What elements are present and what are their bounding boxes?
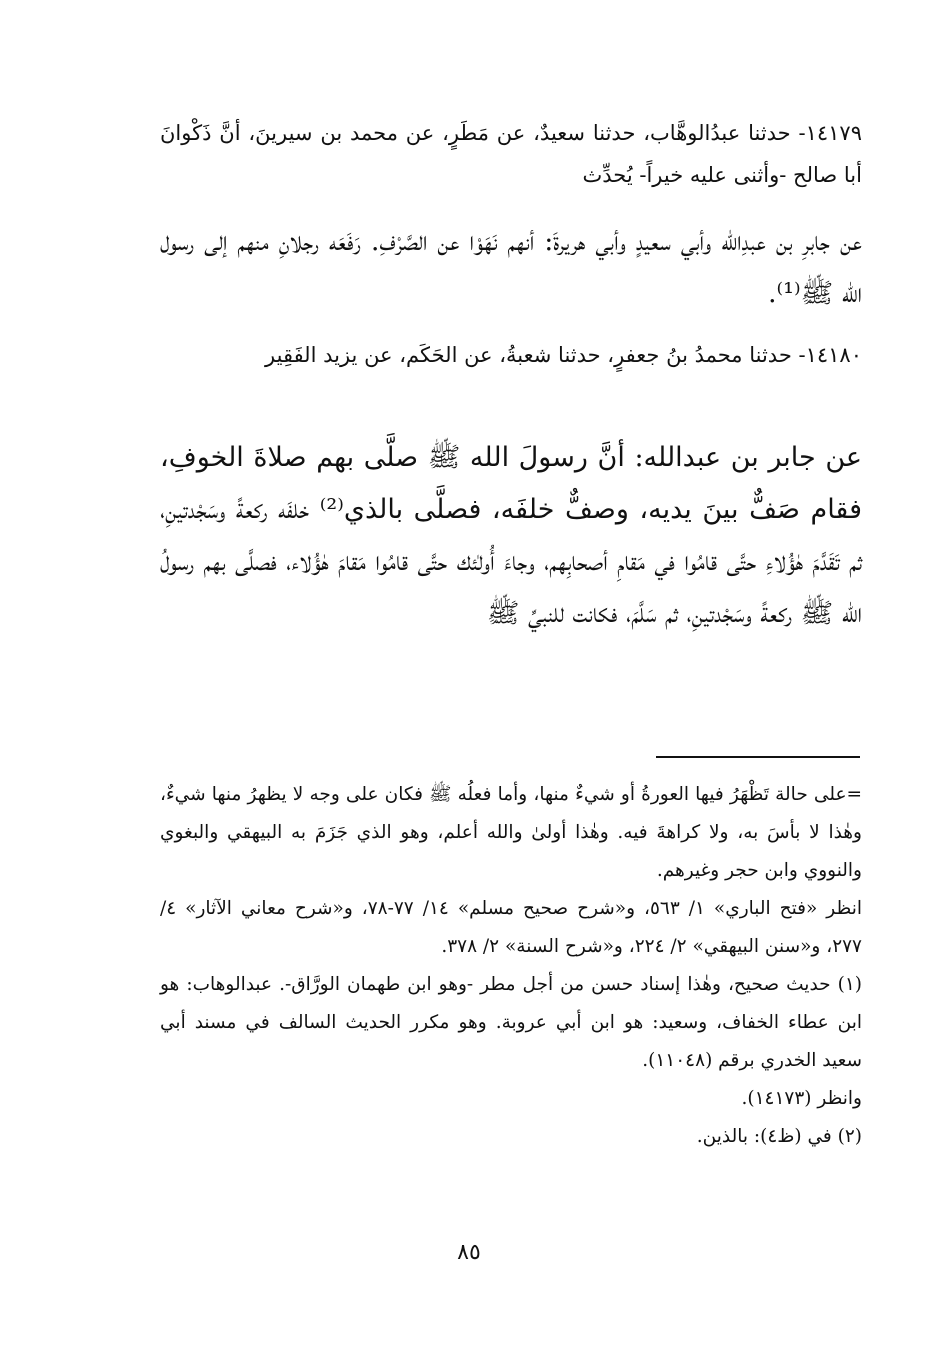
hadith-14179-matn <box>160 216 862 320</box>
matn-paragraph: عن جابرِ بن عبدِالله وأبي سعيدٍ وأبي هريرةَ: أنهم نَهَوْا عن الصَّرْفِ. رَفَعَه رجلانِ منهم إلى رسول الله ﷺ⁽¹⁾. <box>160 226 862 309</box>
footnote-references: انظر «فتح الباري» ١/ ٥٦٣، و«شرح صحيح مسلم» ١٤/ ٧٧-٧٨، و«شرح معاني الآثار» ٤/ ٢٧٧، و«سنن البيهقي» ٢/ ٢٢٤، و«شرح السنة» ٢/ ٣٧٨. <box>160 898 862 957</box>
sanad-paragraph: ١٤١٨٠- حدثنا محمدُ بنُ جعفرٍ، حدثنا شعبةُ، عن الحَكَم، عن يزيد الفَقِير <box>265 343 862 367</box>
matn-paragraph: عن جابر بن عبدالله: أنَّ رسولَ الله ﷺ صلَّى بهم صلاةَ الخوفِ، فقام صَفٌّ بينَ يديه، وصفٌّ خلفَه، فصلَّى بالذي⁽²⁾ خلفَه ركعةً وسَجْدتينِ، ثم تَقَدَّمَ هٰؤُلاءِ حتَّى قامُوا في مَقامِ أصحابِهم، وجاءَ أُولٰئك حتَّى قامُوا مَقامَ هٰؤُلاء، فصلَّى بهم رسولُ الله ﷺ ركعةً وسَجْدتينِ، ثم سَلَّمَ، فكانت للنبيِّ ﷺ <box>160 442 862 629</box>
footnotes-section <box>160 776 862 1156</box>
footnote-continuation: =على حالة تَظْهَرُ فيها العورةُ أو شيءٌ منها، وأما فعلُه ﷺ فكان على وجه لا يظهرُ منها شيءٌ، وهٰذا لا بأسَ به، ولا كراهةَ فيه. وهٰذا أولىٰ والله أعلم، وهو الذي جَزَمَ به البيهقي والبغوي والنووي وابن حجر وغيرهم. <box>160 784 862 881</box>
footnote-1-see-also: وانظر (١٤١٧٣). <box>741 1088 862 1109</box>
hadith-14180-matn <box>160 432 862 640</box>
sanad-paragraph: ١٤١٧٩- حدثنا عبدُالوهَّاب، حدثنا سعيدٌ، عن مَطَرٍ، عن محمد بن سيرينَ، أنَّ ذَكْوانَ أبا صالح -وأثنى عليه خيراً- يُحدِّث <box>160 121 862 187</box>
footnote-2: (٢) في (ظ٤): بالذين. <box>696 1126 862 1147</box>
hadith-14179-sanad <box>160 112 862 196</box>
page-number: ٨٥ <box>457 1240 481 1265</box>
footnote-1: (١) حديث صحيح، وهٰذا إسناد حسن من أجل مطر -وهو ابن طهمان الورَّاق-. عبدالوهاب: هو ابن عطاء الخفاف، وسعيد: هو ابن أبي عروبة. وهو مكرر الحديث السالف في مسند أبي سعيد الخدري برقم (١١٠٤٨). <box>160 974 862 1071</box>
footnote-divider <box>656 756 860 758</box>
hadith-14180-sanad <box>160 334 862 376</box>
